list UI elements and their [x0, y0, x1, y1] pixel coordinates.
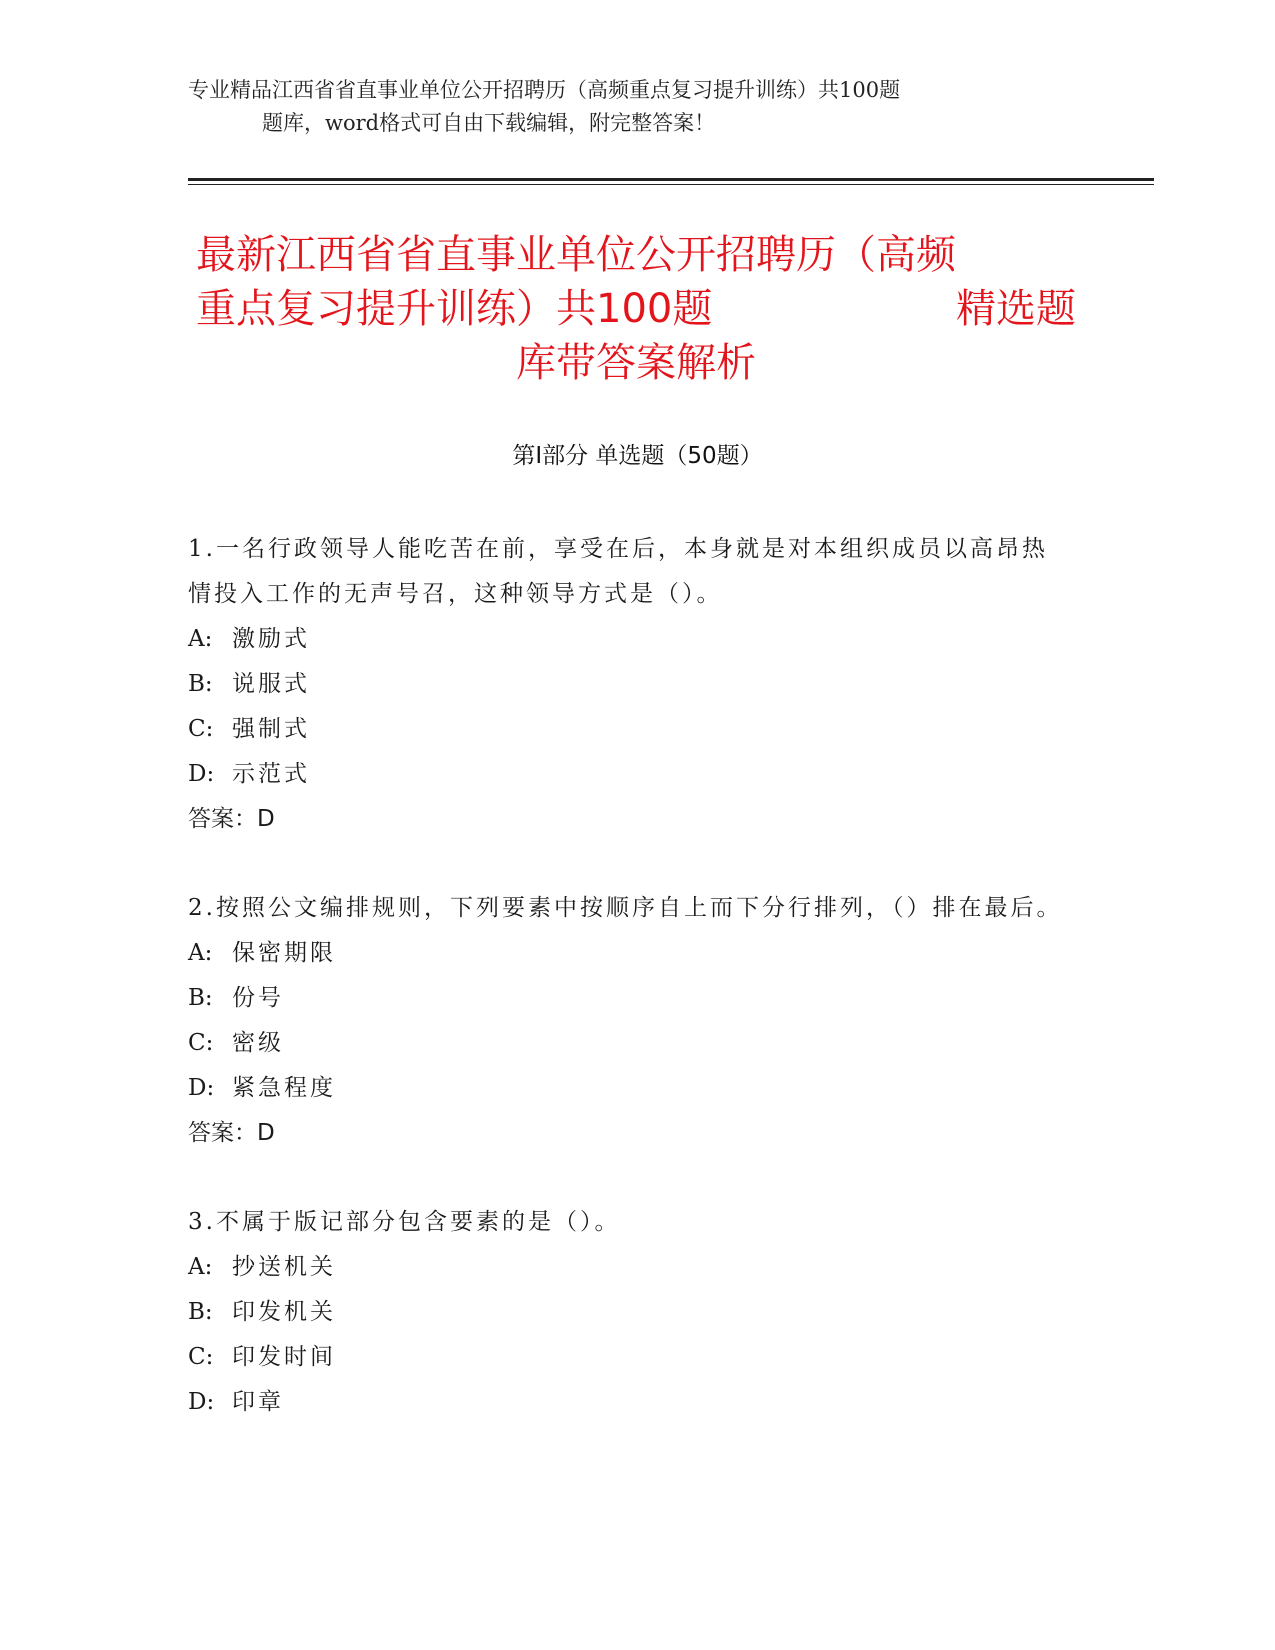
option-letter: B: — [188, 985, 213, 1011]
option-b — [188, 1290, 1068, 1335]
option-b — [188, 976, 1068, 1021]
question-answer: 答案：D — [188, 806, 275, 832]
option-c — [188, 707, 1068, 752]
option-letter: D: — [188, 1075, 215, 1101]
option-letter: A: — [188, 626, 213, 652]
option-letter: B: — [188, 1299, 213, 1325]
title-line2 — [196, 282, 1076, 336]
header-note-line2: 题库，word格式可自由下载编辑，附完整答案！ — [262, 111, 716, 135]
option-letter: C: — [188, 716, 214, 742]
header-rule-thick — [188, 178, 1154, 181]
option-letter: C: — [188, 1030, 214, 1056]
option-letter: A: — [188, 940, 213, 966]
option-c — [188, 1021, 1068, 1066]
option-text: 紧急程度 — [232, 1075, 336, 1101]
option-a — [188, 617, 1068, 662]
option-d — [188, 752, 1068, 797]
option-b — [188, 662, 1068, 707]
option-text: 示范式 — [232, 761, 310, 787]
option-a — [188, 931, 1068, 976]
question-2 — [188, 886, 1068, 1156]
section-title: 第Ⅰ部分 单选题（50题） — [512, 443, 763, 469]
question-3 — [188, 1200, 1068, 1425]
question-answer: 答案：D — [188, 1120, 275, 1146]
option-text: 印章 — [232, 1389, 284, 1415]
option-d — [188, 1380, 1068, 1425]
option-c — [188, 1335, 1068, 1380]
option-text: 激励式 — [232, 626, 310, 652]
option-text: 抄送机关 — [232, 1254, 336, 1280]
option-d — [188, 1066, 1068, 1111]
option-letter: D: — [188, 761, 215, 787]
title-line3: 库带答案解析 — [516, 340, 756, 386]
option-a — [188, 1245, 1068, 1290]
option-letter: B: — [188, 671, 213, 697]
option-letter: C: — [188, 1344, 214, 1370]
header-note-line1: 专业精品江西省省直事业单位公开招聘历（高频重点复习提升训练）共100题 — [188, 78, 901, 102]
question-list — [188, 527, 1068, 1469]
title-line1: 最新江西省省直事业单位公开招聘历（高频 — [196, 232, 956, 278]
question-stem: 3.不属于版记部分包含要素的是（）。 — [188, 1209, 621, 1235]
option-text: 印发时间 — [232, 1344, 336, 1370]
option-letter: A: — [188, 1254, 213, 1280]
option-text: 份号 — [232, 985, 284, 1011]
option-letter: D: — [188, 1389, 215, 1415]
title-line2-left: 重点复习提升训练）共100题 — [196, 286, 713, 332]
question-stem: 1.一名行政领导人能吃苦在前，享受在后，本身就是对本组织成员以高昂热情投入工作的无声号召，这种领导方式是（）。 — [188, 536, 1048, 607]
header-rule-thin — [188, 184, 1154, 185]
option-text: 密级 — [232, 1030, 284, 1056]
option-text: 说服式 — [232, 671, 310, 697]
question-1 — [188, 527, 1068, 842]
header-note — [188, 74, 1048, 140]
option-text: 保密期限 — [232, 940, 336, 966]
question-stem: 2.按照公文编排规则，下列要素中按顺序自上而下分行排列，（）排在最后。 — [188, 895, 1063, 921]
document-title — [196, 228, 1076, 390]
option-text: 印发机关 — [232, 1299, 336, 1325]
option-text: 强制式 — [232, 716, 310, 742]
title-line2-right: 精选题 — [956, 286, 1076, 332]
